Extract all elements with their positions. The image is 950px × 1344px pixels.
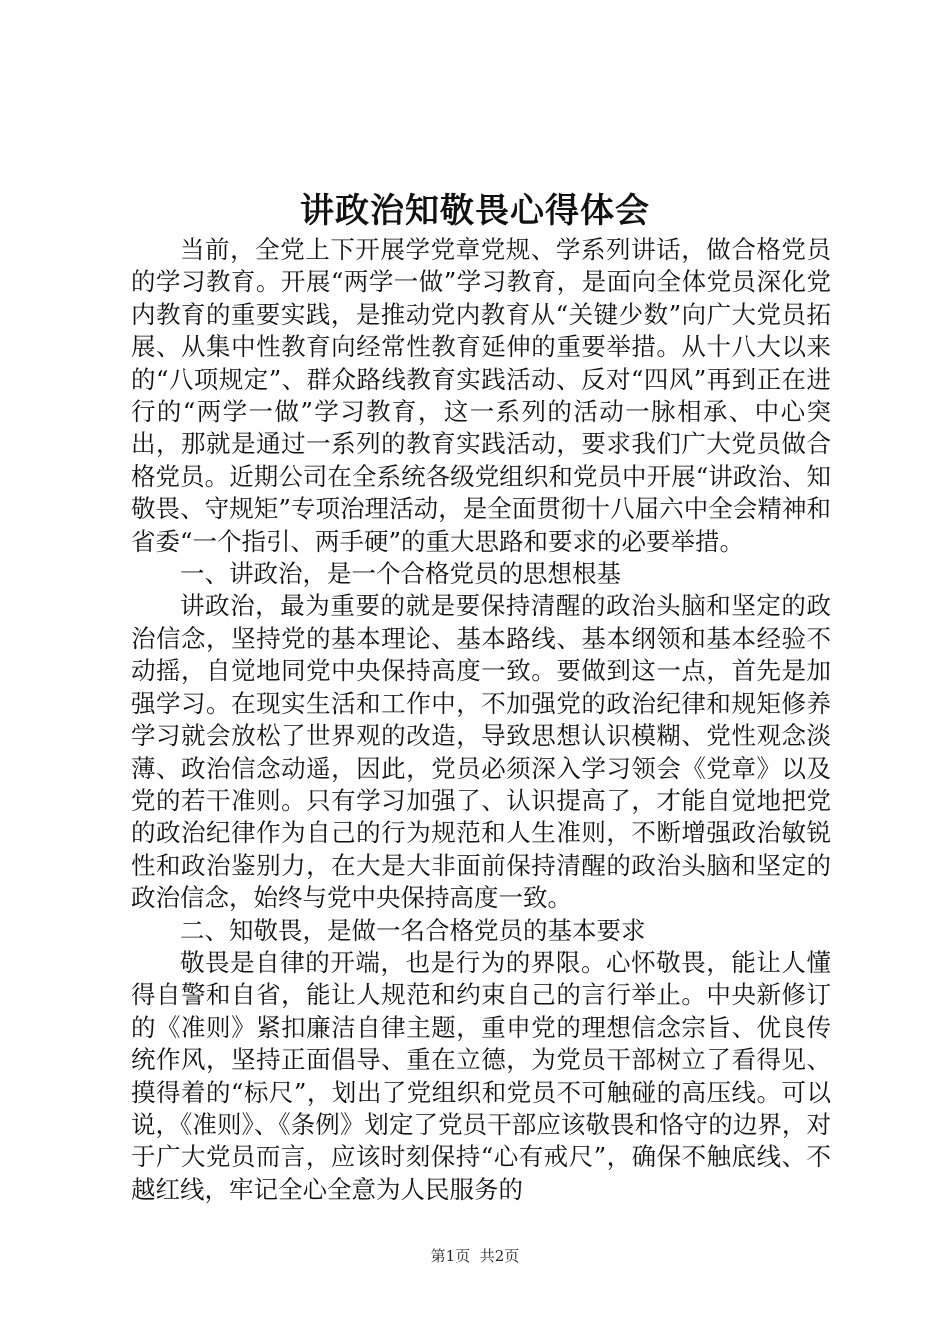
document-body bbox=[131, 234, 831, 1206]
paragraph-section-2: 敬畏是自律的开端，也是行为的界限。心怀敬畏，能让人懂得自警和自省，能让人规范和约束自己的言行举止。中央新修订的《准则》紧扣廉洁自律主题，重申党的理想信念宗旨、优良传统作风，坚持正面倡导、重在立德，为党员干部树立了看得见、摸得着的“标尺”，划出了党组织和党员不可触碰的高压线。可以说，《准则》、《条例》划定了党员干部应该敬畏和恪守的边界，对于广大党员而言，应该时刻保持“心有戒尺”，确保不触底线、不越红线，牢记全心全意为人民服务的 bbox=[131, 947, 831, 1204]
section-heading-1: 一、讲政治，是一个合格党员的思想根基 bbox=[180, 559, 621, 589]
page-footer bbox=[0, 1245, 950, 1266]
page-total: 共2页 bbox=[479, 1247, 520, 1265]
document-title: 讲政治知敬畏心得体会 bbox=[300, 191, 650, 231]
paragraph-intro: 当前，全党上下开展学党章党规、学系列讲话，做合格党员的学习教育。开展“两学一做”学习教育，是面向全体党员深化党内教育的重要实践，是推动党内教育从“关键少数”向广大党员拓展、从集中性教育向经常性教育延伸的重要举措。从十八大以来的“八项规定”、群众路线教育实践活动、反对“四风”再到正在进行的“两学一做”学习教育，这一系列的活动一脉相承、中心突出，那就是通过一系列的教育实践活动，要求我们广大党员做合格党员。近期公司在全系统各级党组织和党员中开展“讲政治、知敬畏、守规矩”专项治理活动，是全面贯彻十八届六中全会精神和省委“一个指引、两手硬”的重大思路和要求的必要举措。 bbox=[131, 235, 831, 556]
page-number: 第1页 bbox=[430, 1247, 471, 1265]
section-heading-2: 二、知敬畏，是做一名合格党员的基本要求 bbox=[180, 915, 646, 945]
paragraph-section-1: 讲政治，最为重要的就是要保持清醒的政治头脑和坚定的政治信念，坚持党的基本理论、基本路线、基本纲领和基本经验不动摇，自觉地同党中央保持高度一致。要做到这一点，首先是加强学习。在现实生活和工作中，不加强党的政治纪律和规矩修养学习就会放松了世界观的改造，导致思想认识模糊、党性观念淡薄、政治信念动遥，因此，党员必须深入学习领会《党章》以及党的若干准则。只有学习加强了、认识提高了，才能自觉地把党的政治纪律作为自己的行为规范和人生准则，不断增强政治敏锐性和政治鉴别力，在大是大非面前保持清醒的政治头脑和坚定的政治信念，始终与党中央保持高度一致。 bbox=[131, 591, 831, 913]
